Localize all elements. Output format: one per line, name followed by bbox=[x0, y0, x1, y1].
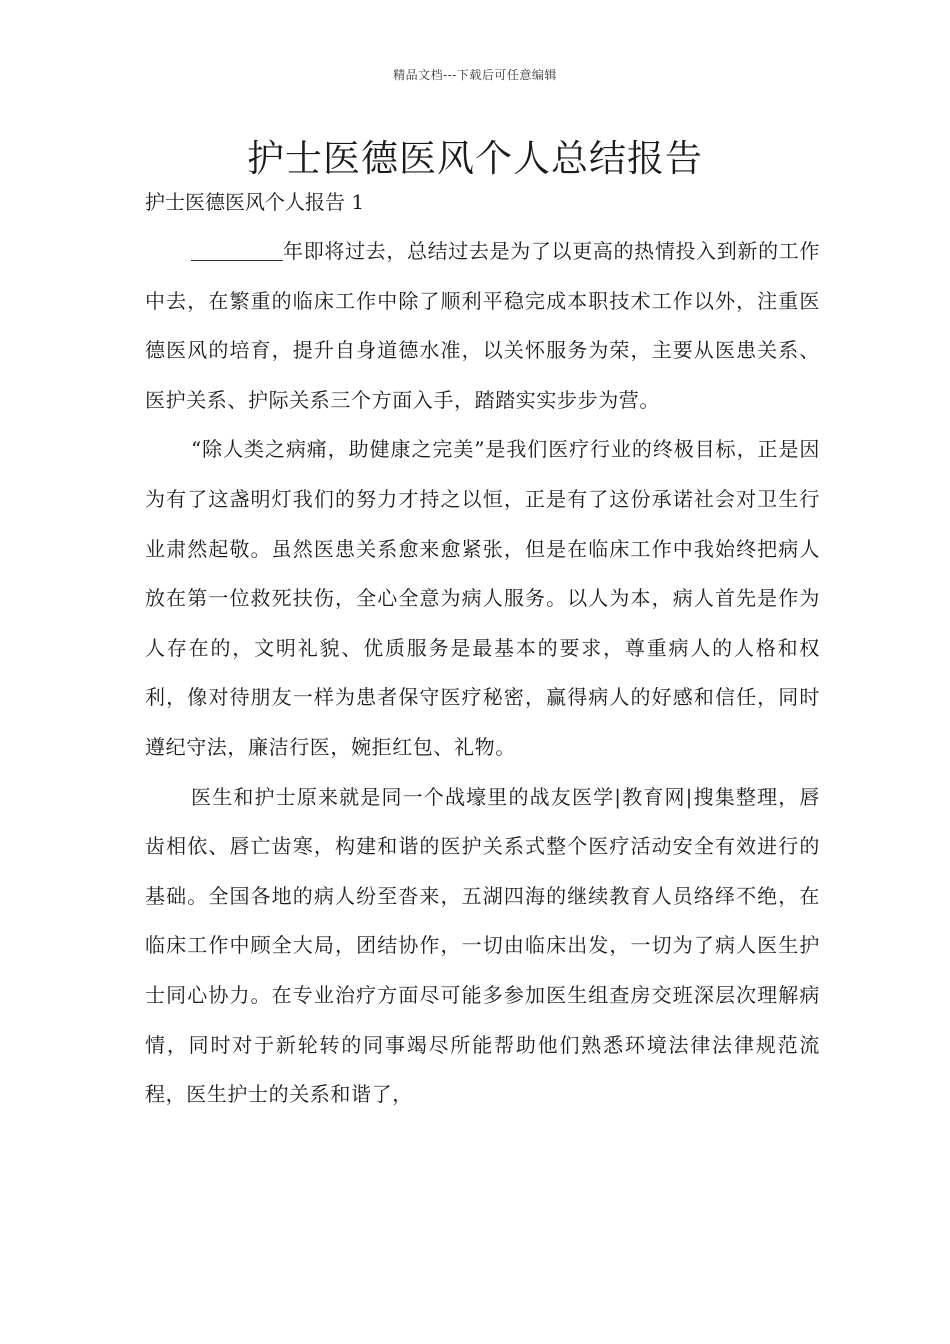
fill-in-blank bbox=[191, 240, 283, 261]
paragraph-2-text: “除人类之病痛，助健康之完美”是我们医疗行业的终极目标，正是因为有了这盏明灯我们的努力才持之以恒，正是有了这份承诺社会对卫生行业肃然起敬。虽然医患关系愈来愈紧张，但是在临床工作中我始终把病人放在第一位救死扶伤，全心全意为病人服务。以人为本，病人首先是作为人存在的，文明礼貌、优质服务是最基本的要求，尊重病人的人格和权利，像对待朋友一样为患者保守医疗秘密，赢得病人的好感和信任，同时遵纪守法，廉洁行医，婉拒红包、礼物。 bbox=[145, 437, 820, 759]
document-subtitle: 护士医德医风个人报告 1 bbox=[145, 190, 365, 214]
document-body bbox=[145, 227, 820, 1120]
paragraph-3 bbox=[145, 773, 820, 1120]
paragraph-3-text: 医生和护士原来就是同一个战壕里的战友医学|教育网|搜集整理，唇齿相依、唇亡齿寒，构建和谐的医护关系式整个医疗活动安全有效进行的基础。全国各地的病人纷至沓来，五湖四海的继续教育人员络绎不绝，在临床工作中顾全大局，团结协作，一切由临床出发，一切为了病人医生护士同心协力。在专业治疗方面尽可能多参加医生组查房交班深层次理解病情，同时对于新轮转的同事竭尽所能帮助他们熟悉环境法律法律规范流程，医生护士的关系和谐了， bbox=[145, 784, 820, 1107]
page-header-watermark: 精品文档---下载后可任意编辑 bbox=[393, 68, 557, 82]
paragraph-1-text: 年即将过去，总结过去是为了以更高的热情投入到新的工作中去，在繁重的临床工作中除了顺利平稳完成本职技术工作以外，注重医德医风的培育，提升自身道德水准，以关怀服务为荣，主要从医患关系、医护关系、护际关系三个方面入手，踏踏实实步步为营。 bbox=[145, 239, 820, 412]
document-title: 护士医德医风个人总结报告 bbox=[247, 137, 703, 180]
paragraph-2 bbox=[145, 425, 820, 772]
paragraph-1 bbox=[145, 227, 820, 425]
